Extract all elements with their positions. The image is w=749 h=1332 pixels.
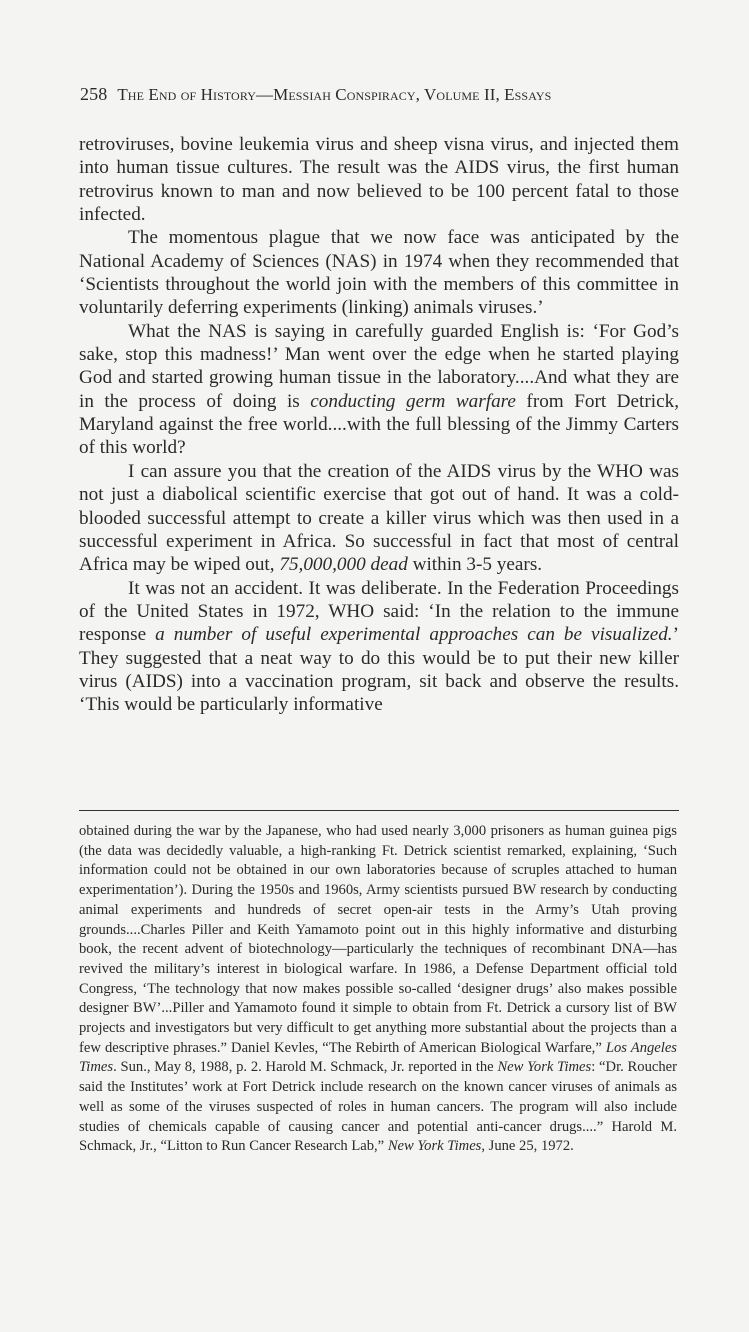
text-run: , June 25, 1972. [481, 1138, 574, 1155]
text-run: : “Dr. Roucher said the Institutes’ work at Fort Detrick include research on the known cancer viruses of animals as well as some of the viruses suspected of roles in human cancers. The program will also include studies of chemicals capable of causing cancer and potential anti-cancer drugs....” Harold M. Schmack, Jr., “Litton to Run Cancer Research Lab,” [79, 1059, 677, 1155]
text-run: . Sun., May 8, 1988, p. 2. Harold M. Schmack, Jr. reported in the [113, 1059, 498, 1076]
italic-run: conducting germ warfare [310, 390, 516, 412]
paragraph [79, 577, 679, 717]
footnote-paragraph [79, 822, 677, 1157]
running-title: The End of History—Messiah Conspiracy, Volume II, Essays [117, 85, 552, 104]
paragraph: retroviruses, bovine leukemia virus and sheep visna virus, and injected them into human tissue cultures. The result was the AIDS virus, the first human retrovirus known to man and now believed to be 100 percent fatal to those infected. [79, 134, 679, 226]
italic-run: New York Times [387, 1138, 482, 1155]
footnote [79, 822, 677, 1157]
italic-run: a number of useful experimental approaches can be visualized. [155, 624, 673, 646]
paragraph: The momentous plague that we now face was anticipated by the National Academy of Sciences (NAS) in 1974 when they recommended that ‘Scientists throughout the world join with the members of this committee in voluntarily deferring experiments (linking) animals viruses.’ [79, 227, 679, 319]
italic-run: New York Times [497, 1059, 592, 1076]
italic-run: 75,000,000 dead [279, 554, 408, 576]
text-run: ’ They suggested that a neat way to do this would be to put their new killer virus (AIDS) into a vaccination program, sit back and observe the results. ‘This would be particularly informative [79, 624, 679, 716]
paragraph [79, 460, 679, 577]
page-number: 258 [80, 84, 108, 104]
text-run: It was not an accident. It was deliberate. In the Federation Proceedings of the United States in 1972, WHO said: ‘In the relation to the immune response [79, 577, 679, 646]
paragraph [79, 320, 679, 460]
text-run: from Fort Detrick, Maryland against the free world....with the full blessing of the Jimmy Carters of this world? [79, 390, 679, 459]
main-body [79, 133, 679, 717]
text-run: obtained during the war by the Japanese, who had used nearly 3,000 prisoners as human guinea pigs (the data was decidedly valuable, a high-ranking Ft. Detrick scientist remarked, explaining, ‘Such information could not be obtained in our own laboratories because of scruples attached to human experimentation’). During the 1950s and 1960s, Army scientists pursued BW research by conducting animal experiments and hundreds of secret open-air tests in the Army’s Utah proving grounds....Charles Piller and Keith Yamamoto point out in this highly informative and disturbing book, the recent advent of biotechnology—particularly the techniques of recombinant DNA—has revived the military’s interest in biological warfare. In 1986, a Defense Department official told Congress, ‘The technology that now makes possible so-called ‘designer drugs’ also makes possible designer BW’...Piller and Yamamoto found it simple to obtain from Ft. Detrick a cursory list of BW projects and investigators but very difficult to get anything more substantial about the projects than a few descriptive phrases.” Daniel Kevles, “The Rebirth of American Biological Warfare,” [79, 823, 677, 1056]
text-run: I can assure you that the creation of the AIDS virus by the WHO was not just a diabolical scientific exercise that got out of hand. It was a cold-blooded successful attempt to create a killer virus which was then used in a successful experiment in Africa. So successful in fact that most of central Africa may be wiped out, [79, 460, 679, 576]
italic-run: Los Angeles Times [79, 1039, 677, 1076]
page-header [80, 84, 680, 105]
text-run: within 3-5 years. [407, 554, 543, 576]
footnote-rule [79, 810, 679, 811]
text-run: What the NAS is saying in carefully guarded English is: ‘For God’s sake, stop this madness!’ Man went over the edge when he started playing God and started growing human tissue in the laboratory....And what they are in the process of doing is [79, 320, 679, 412]
